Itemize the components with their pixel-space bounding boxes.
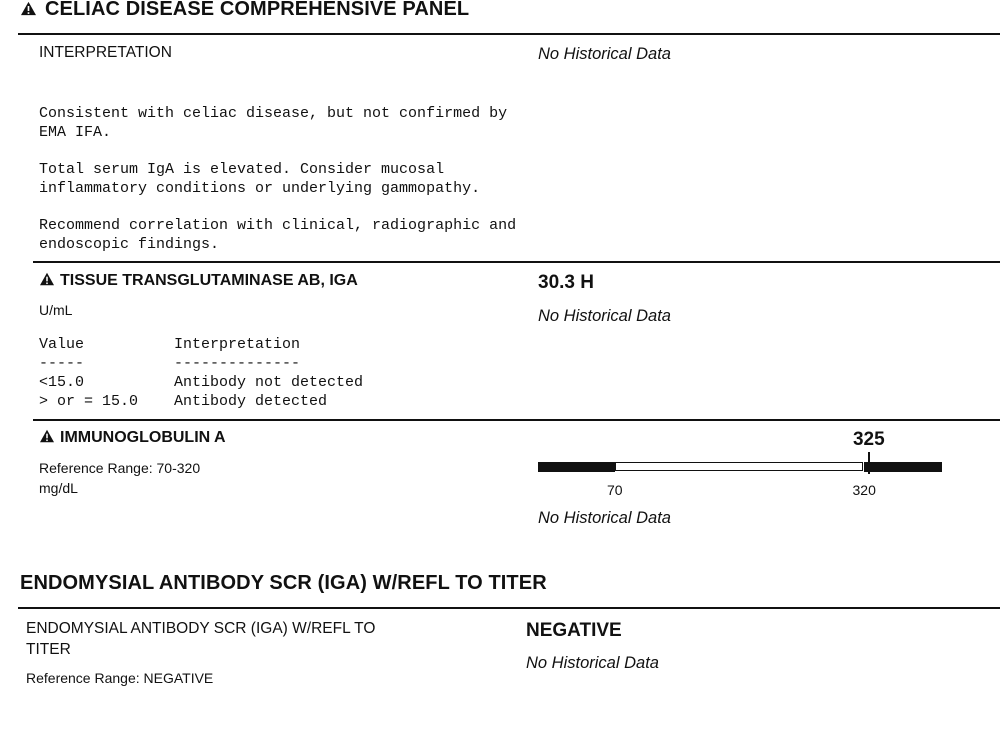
interpretation-paragraph: Consistent with celiac disease, but not confirmed by EMA IFA. — [39, 105, 508, 141]
interpretation-history: No Historical Data — [538, 45, 671, 63]
warning-icon — [39, 272, 55, 286]
iga-history: No Historical Data — [538, 509, 671, 527]
interpretation-paragraph: Recommend correlation with clinical, radiographic and endoscopic findings. — [39, 217, 517, 253]
ttg-result: 30.3 H — [538, 272, 594, 293]
ttg-reference-table: Value Interpretation ----- -------------- <15.0 Antibody not detected > or = 15.0 Antibody detected — [39, 336, 364, 410]
range-normal-segment — [615, 462, 863, 471]
ttg-title: TISSUE TRANSGLUTAMINASE AB, IGA — [39, 272, 358, 290]
range-low-label: 70 — [607, 482, 623, 498]
panel-title: CELIAC DISEASE COMPREHENSIVE PANEL — [20, 0, 469, 21]
ttg-history: No Historical Data — [538, 307, 671, 325]
ttg-units: U/mL — [39, 302, 73, 318]
iga-units: mg/dL — [39, 480, 78, 496]
divider — [33, 419, 1000, 421]
warning-icon — [39, 429, 55, 443]
ema-reference-range: Reference Range: NEGATIVE — [26, 670, 214, 686]
interpretation-paragraph: Total serum IgA is elevated. Consider mucosal inflammatory conditions or underlying gammopathy. — [39, 161, 481, 197]
iga-result: 325 — [852, 429, 885, 450]
range-high-label: 320 — [852, 482, 876, 498]
interpretation-label: INTERPRETATION — [39, 44, 172, 61]
range-high-segment — [864, 462, 942, 472]
ema-history: No Historical Data — [526, 654, 659, 672]
iga-title: IMMUNOGLOBULIN A — [39, 429, 226, 447]
ema-result: NEGATIVE — [526, 620, 622, 641]
divider — [33, 261, 1000, 263]
divider — [18, 33, 1000, 35]
ema-section-title: ENDOMYSIAL ANTIBODY SCR (IGA) W/REFL TO TITER — [20, 572, 547, 594]
iga-reference-range: Reference Range: 70-320 — [39, 460, 201, 476]
ema-test-name: ENDOMYSIAL ANTIBODY SCR (IGA) W/REFL TO — [26, 620, 376, 637]
range-low-segment — [538, 462, 615, 472]
divider — [18, 607, 1000, 609]
result-marker — [868, 452, 870, 474]
iga-range-bar — [538, 430, 942, 500]
warning-icon — [20, 1, 37, 16]
ema-test-name-cont: TITER — [26, 641, 71, 658]
